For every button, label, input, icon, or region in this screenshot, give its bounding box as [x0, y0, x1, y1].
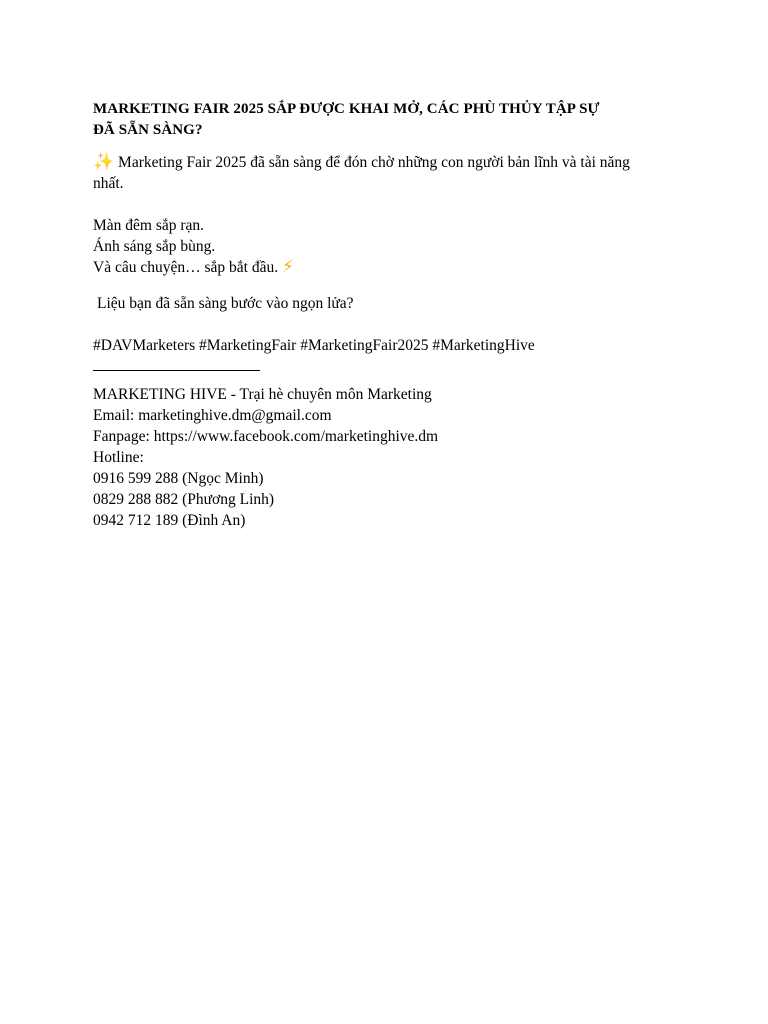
question-line: Liệu bạn đã sẵn sàng bước vào ngọn lửa?: [97, 295, 354, 312]
teaser-line-story: [93, 257, 693, 278]
teaser-lines: [93, 215, 693, 278]
hashtags-line: #DAVMarketers #MarketingFair #MarketingFair2025 #MarketingHive: [93, 337, 535, 354]
contact-org: MARKETING HIVE - Trại hè chuyên môn Marketing: [93, 386, 432, 403]
teaser-line-story-text: Và câu chuyện… sắp bắt đầu.: [93, 259, 282, 276]
spacer: [93, 314, 693, 335]
spacer: [93, 278, 693, 293]
divider-line: [93, 370, 260, 371]
contact-fanpage: Fanpage: https://www.facebook.com/marketinghive.dm: [93, 428, 439, 445]
intro-text-line-2: nhất.: [93, 175, 124, 192]
contact-phone: 0916 599 288 (Ngọc Minh): [93, 470, 264, 487]
contact-phone: 0829 288 882 (Phương Linh): [93, 491, 275, 508]
teaser-line-night: Màn đêm sắp rạn.: [93, 217, 205, 234]
contact-block: [93, 384, 693, 531]
contact-phone: 0942 712 189 (Đình An): [93, 512, 246, 529]
contact-email: Email: marketinghive.dm@gmail.com: [93, 407, 332, 424]
title-line-1: MARKETING FAIR 2025 SẮP ĐƯỢC KHAI MỞ, CÁC PHÙ THỦY TẬP SỰ: [93, 101, 600, 117]
lightning-icon: ⚡: [281, 257, 294, 277]
spacer: [93, 194, 693, 215]
teaser-line-light: Ánh sáng sắp bùng.: [93, 238, 216, 255]
intro-paragraph: [93, 152, 693, 194]
title-line-2: ĐÃ SẴN SÀNG?: [93, 122, 203, 138]
sparkles-icon: ✨: [93, 152, 115, 172]
document-page: [93, 99, 693, 531]
document-title: [93, 99, 693, 141]
intro-text-line-1: Marketing Fair 2025 đã sẵn sàng để đón chờ những con người bản lĩnh và tài năng: [114, 154, 630, 171]
contact-hotline-label: Hotline:: [93, 449, 144, 466]
